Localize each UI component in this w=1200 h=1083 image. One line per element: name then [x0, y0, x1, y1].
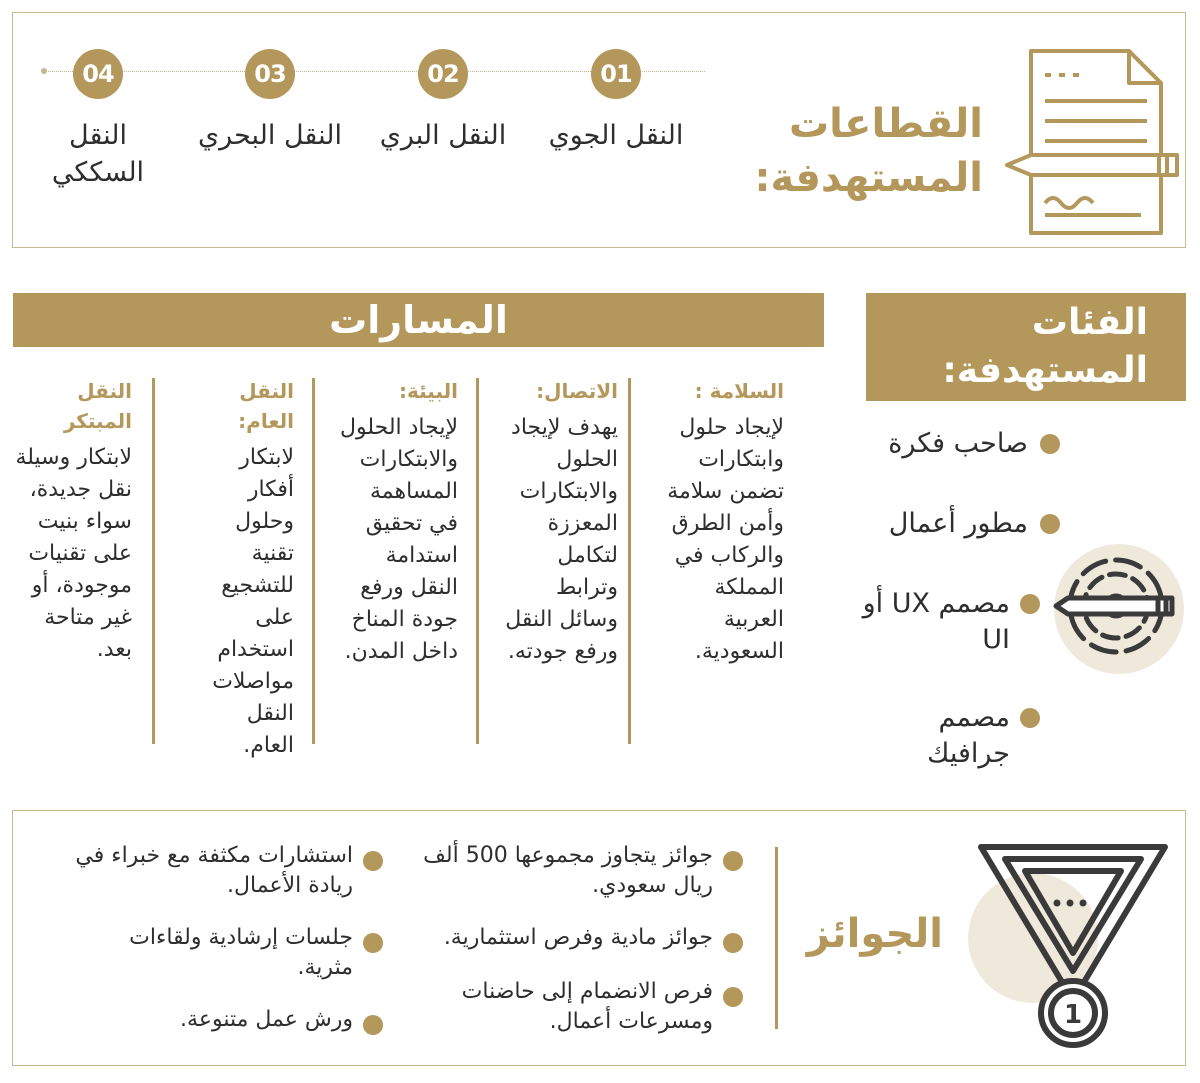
- medal-number: 1: [1063, 1000, 1083, 1030]
- category-idea-owner: صاحب فكرة: [860, 426, 1060, 462]
- track-divider: [152, 378, 155, 744]
- track-divider: [628, 378, 631, 744]
- track-environment: [338, 376, 458, 668]
- sector-number-3: 03: [245, 49, 295, 99]
- bullet-dot: [1040, 514, 1060, 534]
- prizes-divider: [775, 847, 778, 1029]
- bullet-dot: [1020, 594, 1040, 614]
- track-description: لإيجاد الحلول والابتكارات المساهمة في تحقيق استدامة النقل ورفع جودة المناخ داخل المدن.: [339, 415, 458, 664]
- bullet-dot: [723, 933, 743, 953]
- track-title: الاتصال:: [536, 379, 618, 403]
- track-safety: [666, 376, 784, 668]
- category-business-developer: مطور أعمال: [860, 506, 1060, 542]
- track-public-transport: [192, 376, 294, 762]
- sectors-panel: [12, 12, 1186, 248]
- prize-cash-awards: جوائز يتجاوز مجموعها 500 ألف ريال سعودي.: [393, 841, 743, 901]
- bullet-dot: [1020, 708, 1040, 728]
- medal-icon: [973, 841, 1173, 1051]
- gear-pencil-icon: [1040, 550, 1190, 670]
- prize-consultations: استشارات مكثفة مع خبراء في ريادة الأعمال.: [53, 841, 383, 901]
- bullet-dot: [1040, 434, 1060, 454]
- bullet-dot: [363, 1015, 383, 1035]
- sector-number-1: 01: [591, 49, 641, 99]
- sector-number-2: 02: [418, 49, 468, 99]
- track-divider: [476, 378, 479, 744]
- sector-sea: النقل البحري: [198, 120, 342, 151]
- track-connectivity: [498, 376, 618, 668]
- track-divider: [312, 378, 315, 744]
- categories-header: الفئات المستهدفة:: [866, 293, 1186, 401]
- category-ux-ui-designer: مصمم UX أو UI: [860, 586, 1040, 658]
- bullet-dot: [723, 987, 743, 1007]
- track-description: يهدف لإيجاد الحلول والابتكارات المعززة لتكامل وترابط وسائل النقل ورفع جودته.: [505, 415, 618, 664]
- document-pen-icon: [1001, 43, 1191, 243]
- track-title: السلامة :: [694, 379, 784, 403]
- bullet-dot: [723, 851, 743, 871]
- sector-air: النقل الجوي: [548, 120, 684, 151]
- track-description: لابتكار وسيلة نقل جديدة، سواء بنيت على تقنيات موجودة، أو غير متاحة بعد.: [15, 445, 132, 662]
- track-description: لإيجاد حلول وابتكارات تضمن سلامة وأمن الطرق والركاب في المملكة العربية السعودية.: [667, 415, 784, 664]
- bullet-dot: [363, 933, 383, 953]
- sector-land: النقل البري: [379, 120, 507, 151]
- sector-number-4: 04: [73, 49, 123, 99]
- track-description: لابتكار أفكار وحلول تقنية للتشجيع على استخدام مواصلات النقل العام.: [212, 445, 294, 758]
- track-innovative: [12, 376, 132, 666]
- prize-incubators: فرص الانضمام إلى حاضنات ومسرعات أعمال.: [413, 977, 743, 1037]
- prize-investment: جوائز مادية وفرص استثمارية.: [383, 923, 743, 953]
- tracks-header: المسارات: [13, 293, 824, 347]
- track-title: النقل المبتكر: [63, 379, 132, 433]
- prize-mentoring: جلسات إرشادية ولقاءات مثرية.: [73, 923, 383, 983]
- prizes-panel: [12, 810, 1186, 1066]
- track-title: النقل العام:: [238, 379, 294, 433]
- prize-workshops: ورش عمل متنوعة.: [113, 1005, 383, 1035]
- bullet-dot: [363, 851, 383, 871]
- prizes-title: الجوائز: [806, 911, 943, 957]
- sectors-title: القطاعات المستهدفة:: [754, 101, 983, 201]
- track-title: البيئة:: [399, 379, 458, 403]
- sector-rail: النقل السككي: [51, 120, 145, 188]
- category-graphic-designer: مصمم جرافيك: [860, 700, 1040, 772]
